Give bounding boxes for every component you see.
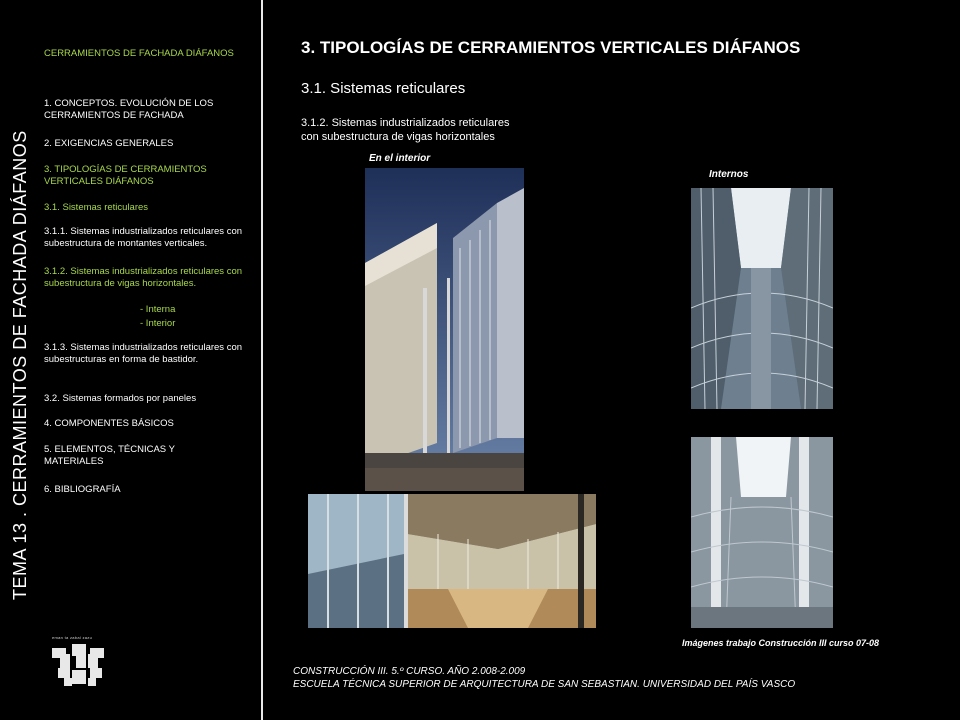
- footer-course: CONSTRUCCIÓN III. 5.º CURSO. AÑO 2.008-2.009: [293, 666, 526, 677]
- nav-item-interna[interactable]: - Interna: [140, 304, 176, 315]
- interior-corridor-photo: [308, 494, 596, 628]
- nav-heading: CERRAMIENTOS DE FACHADA DIÁFANOS: [44, 48, 234, 59]
- interior-atrium-photo: [691, 188, 833, 409]
- nav-item-elementos[interactable]: 5. ELEMENTOS, TÉCNICAS Y MATERIALES: [44, 444, 175, 467]
- footer: [293, 665, 795, 691]
- section-heading-line2: con subestructura de vigas horizontales: [301, 131, 495, 143]
- vertical-divider: [261, 0, 263, 720]
- nav-item-sistemas-reticulares[interactable]: 3.1. Sistemas reticulares: [44, 202, 149, 213]
- caption-internos: Internos: [709, 169, 749, 180]
- nav-item-tipologias[interactable]: 3. TIPOLOGÍAS DE CERRAMIENTOS VERTICALES DIÁFANOS: [44, 164, 207, 187]
- nav-item-conceptos[interactable]: 1. CONCEPTOS. EVOLUCIÓN DE LOS CERRAMIENTOS DE FACHADA: [44, 98, 214, 121]
- nav-item-3-1-2[interactable]: 3.1.2. Sistemas industrializados reticulares con subestructura de vigas horizontales.: [44, 266, 243, 289]
- footer-school: ESCUELA TÉCNICA SUPERIOR DE ARQUITECTURA DE SAN SEBASTIAN. UNIVERSIDAD DEL PAÍS VASCO: [293, 679, 796, 690]
- section-heading: [301, 116, 581, 144]
- nav-item-componentes[interactable]: 4. COMPONENTES BÁSICOS: [44, 418, 174, 429]
- nav-item-bibliografia[interactable]: 6. BIBLIOGRAFÍA: [44, 484, 121, 495]
- nav-item-interior[interactable]: - Interior: [140, 318, 176, 329]
- vertical-title: TEMA 13 . CERRAMIENTOS DE FACHADA DIÁFANOS: [10, 130, 30, 600]
- nav-item-exigencias[interactable]: 2. EXIGENCIAS GENERALES: [44, 138, 174, 149]
- page-title: 3. TIPOLOGÍAS DE CERRAMIENTOS VERTICALES DIÁFANOS: [301, 38, 801, 57]
- logo-motto: eman ta zabal zazu: [52, 635, 93, 640]
- section-heading-line1: 3.1.2. Sistemas industrializados reticulares: [301, 117, 510, 129]
- nav-item-paneles[interactable]: 3.2. Sistemas formados por paneles: [44, 393, 197, 404]
- building-exterior-photo: [365, 168, 524, 491]
- image-credit: Imágenes trabajo Construcción III curso 07-08: [682, 638, 880, 648]
- nav-item-3-1-3[interactable]: 3.1.3. Sistemas industrializados reticulares con subestructuras en forma de bastidor.: [44, 342, 243, 365]
- nav-item-3-1-1[interactable]: 3.1.1. Sistemas industrializados reticulares con subestructura de montantes verticales.: [44, 226, 243, 249]
- university-logo: [50, 636, 110, 692]
- caption-interior: En el interior: [369, 153, 431, 164]
- atrium-columns-photo: [691, 437, 833, 628]
- section-subtitle: 3.1. Sistemas reticulares: [301, 80, 466, 97]
